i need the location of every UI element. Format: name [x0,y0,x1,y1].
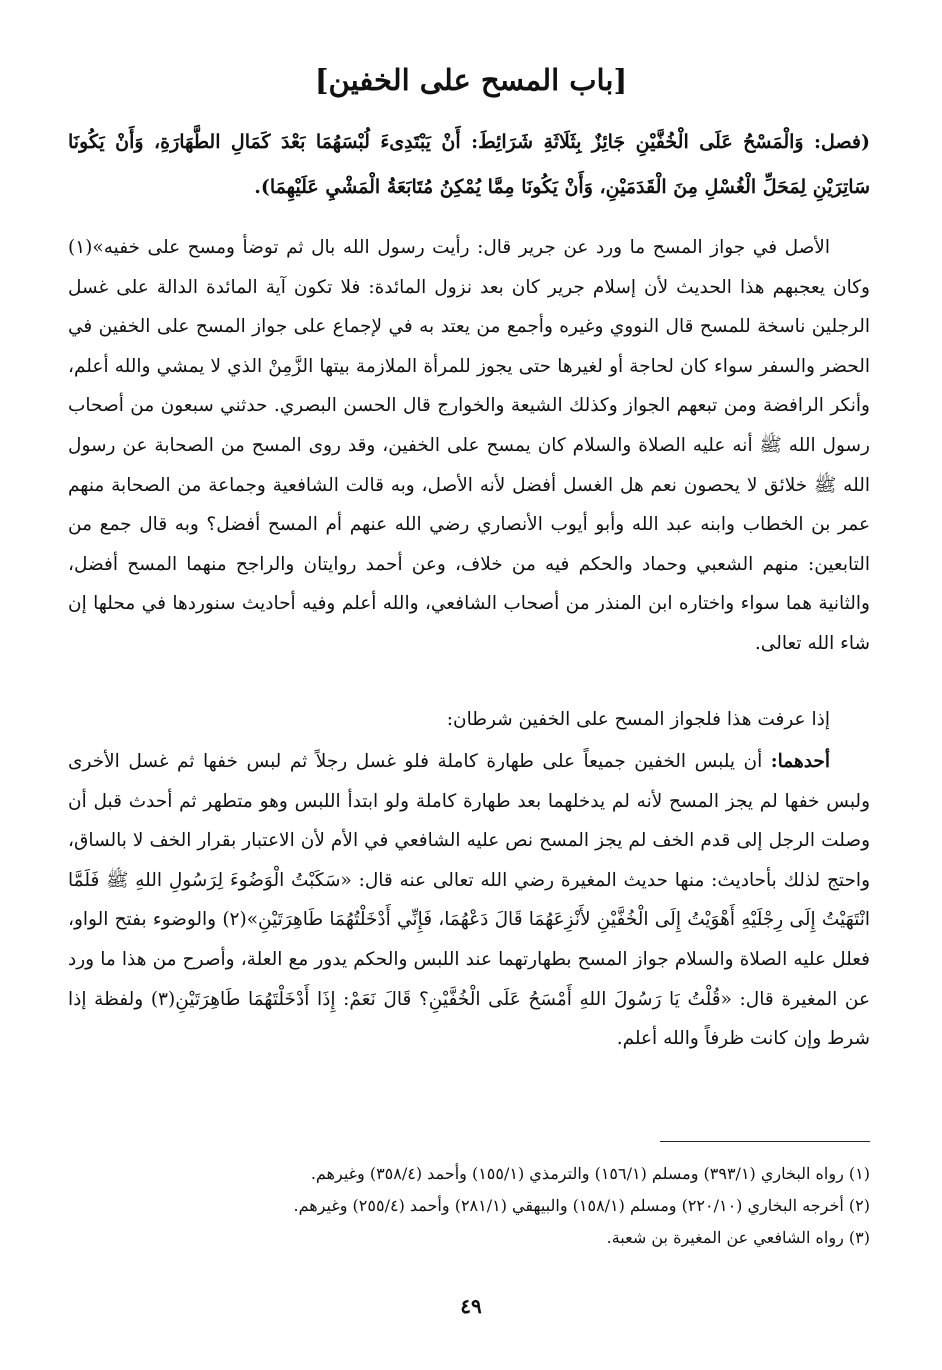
footnote-1: (١) رواه البخاري (٣٩٣/١) ومسلم (١٥٦/١) والترمذي (١٥٥/١) وأحمد (٣٥٨/٤) وغيرهم. [310,1164,870,1183]
page-number: ٤٩ [460,1294,482,1318]
matn-text: (فصل: وَالْمَسْحُ عَلَى الْخُفَّيْنِ جَائِزٌ بِثَلَاثَةِ شَرَائِطَ: أَنْ يَبْتَدِىءَ لُبْسَهُمَا بَعْدَ كَمَالِ الطَّهَارَةِ، وَأَنْ يَكُونَا سَاتِرَيْنِ لِمَحَلِّ الْغُسْلِ مِنَ الْقَدَمَيْنِ، وَأَنْ يَكُونَا مِمَّا يُمْكِنُ مُتَابَعَةُ الْمَشْيِ عَلَيْهِمَا). [68,131,870,198]
paragraph-3-text: أن يلبس الخفين جميعاً على طهارة كاملة فلو غسل رجلاً ثم لبس خفها ثم غسل الأخرى ولبس خفها لم يجز المسح لأنه لم يدخلهما بعد طهارة كاملة ولو ابتدأ اللبس وهو متطهر ثم أحدث قبل أن وصلت الرجل إلى قدم الخف لم يجز المسح نص عليه الشافعي في الأم لأن الاعتبار بقرار الخف لا بالساق، واحتج لذلك بأحاديث: منها حديث المغيرة رضي الله تعالى عنه قال: «سَكَبْتُ الْوَضُوءَ لِرَسُولِ اللهِ ﷺ فَلَمَّا انْتَهَيْتُ إِلَى رِجْلَيْهِ أَهْوَيْتُ إِلَى الْخُفَّيْنِ لأَنْزِعَهُمَا قَالَ دَعْهُمَا، فَإِنِّي أَدْخَلْتُهُمَا طَاهِرَتَيْنِ»(٢) والوضوء بفتح الواو، فعلل عليه الصلاة والسلام جواز المسح بطهارتهما عند اللبس والحكم يدور مع العلة، وأصرح من هذا ما ورد عن المغيرة قال: «قُلْتُ يَا رَسُولَ اللهِ أَمْسَحُ عَلَى الْخُفَّيْنِ؟ قَالَ نَعَمْ: إِذَا أَدْخَلْتَهُمَا طَاهِرَتَيْنِ(٣) ولفظة إذا شرط وإن كانت ظرفاً والله أعلم. [68,751,870,1050]
chapter-title: [باب المسح على الخفين] [314,63,628,97]
footnote-divider [660,1141,870,1142]
commentary-paragraph-3 [68,742,870,1059]
footnote-2: (٢) أخرجه البخاري (٢٢٠/١٠) ومسلم (١٥٨/١) والبيهقي (٢٨١/١) وأحمد (٢٥٥/٤) وغيرهم. [293,1196,870,1215]
footnote-3: (٣) رواه الشافعي عن المغيرة بن شعبة. [606,1228,870,1247]
commentary-paragraph-1: الأصل في جواز المسح ما ورد عن جرير قال: رأيت رسول الله بال ثم توضأ ومسح على خفيه»(١) وكان يعجبهم هذا الحديث لأن إسلام جرير كان بعد نزول المائدة: فلا تكون آية المائدة الدالة على غسل الرجلين ناسخة للمسح قال النووي وغيره وأجمع من يعتد به في لإجماع على جواز المسح على الخفين في الحضر والسفر سواء كان لحاجة أو لغيرها حتى يجوز للمرأة الملازمة بيتها الزَّمِنْ الذي لا يمشي والله أعلم، وأنكر الرافضة ومن تبعهم الجواز وكذلك الشيعة والخوارج قال الحسن البصري. حدثني سبعون من أصحاب رسول الله ﷺ أنه عليه الصلاة والسلام كان يمسح على الخفين، وقد روى المسح من الصحابة عن رسول الله ﷺ خلائق لا يحصون نعم هل الغسل أفضل لأنه الأصل، وبه قالت الشافعية وجماعة من الصحابة منهم عمر بن الخطاب وابنه عبد الله وأبو أيوب الأنصاري رضي الله عنهم أم المسح أفضل؟ وبه قال جمع من التابعين: منهم الشعبي وحماد والحكم فيه من خلاف، وعن أحمد روايتان والراجح منهما المسح أفضل، والثانية هما سواء واختاره ابن المنذر من أصحاب الشافعي، والله أعلم وفيه أحاديث سنوردها في محلها إن شاء الله تعالى. [68,237,870,654]
paragraph-lead-word: أحدهما: [770,751,830,772]
commentary-paragraph-2: إذا عرفت هذا فلجواز المسح على الخفين شرطان: [446,709,830,730]
footnotes [68,1158,870,1254]
